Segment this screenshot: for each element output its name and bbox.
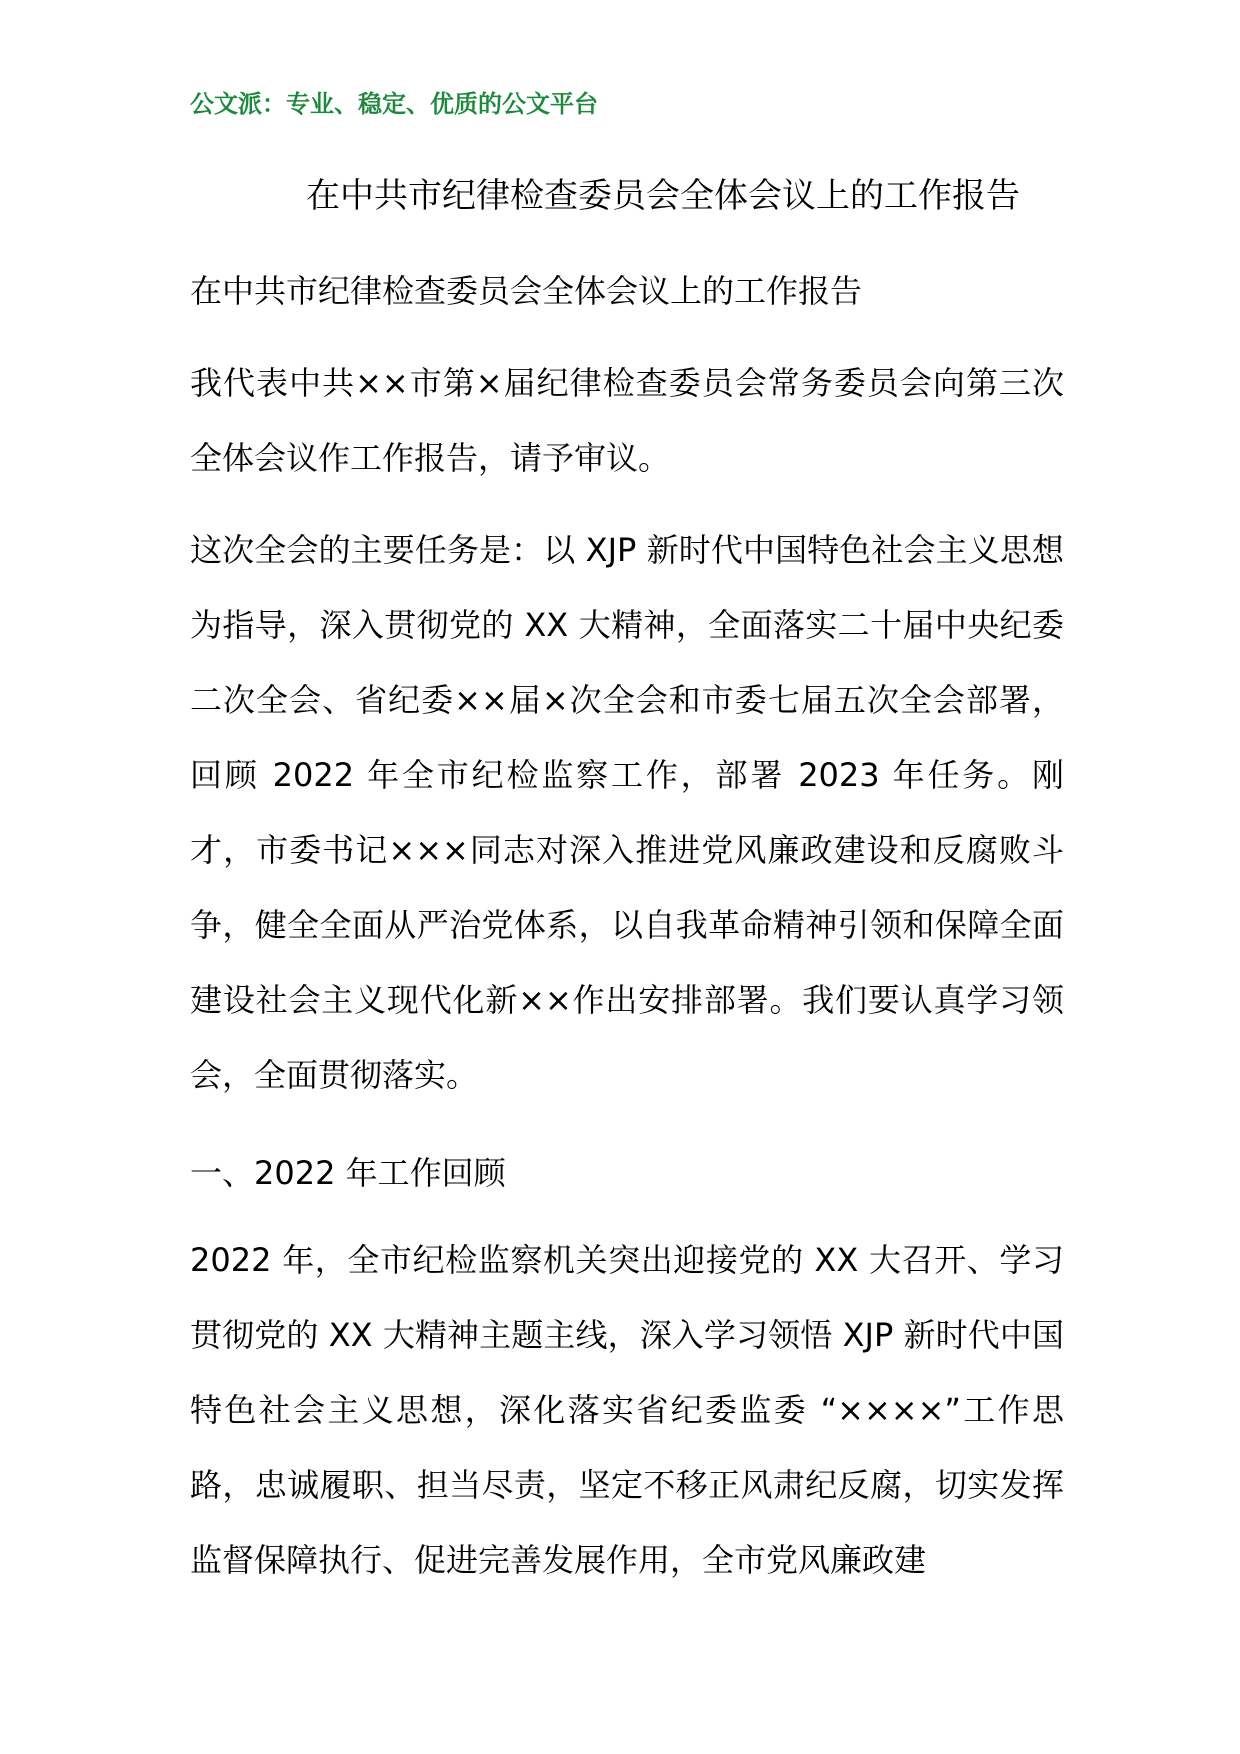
paragraph-intro: 我代表中共××市第×届纪律检查委员会常务委员会向第三次全体会议作工作报告，请予审议。 xyxy=(190,364,1064,477)
document-subtitle: 在中共市纪律检查委员会全体会议上的工作报告 xyxy=(190,272,863,310)
document-title: 在中共市纪律检查委员会全体会议上的工作报告 xyxy=(306,176,1020,216)
paragraph-main-tasks: 这次全会的主要任务是：以 XJP 新时代中国特色社会主义思想为指导，深入贯彻党的 XX 大精神，全面落实二十届中央纪委二次全会、省纪委××届×次全会和市委七届五次全会部署，回顾 2022 年全市纪检监察工作，部署 2023 年任务。刚才，市委书记×××同志对深入推进党风廉政建设和反腐败斗争，健全全面从严治党体系，以自我革命精神引领和保障全面建设社会主义现代化新××作出安排部署。我们要认真学习领会，全面贯彻落实。 xyxy=(190,531,1064,1094)
paragraph-review: 2022 年，全市纪检监察机关突出迎接党的 XX 大召开、学习贯彻党的 XX 大精神主题主线，深入学习领悟 XJP 新时代中国特色社会主义思想，深化落实省纪委监委 “××××”工作思路，忠诚履职、担当尽责，坚定不移正风肃纪反腐，切实发挥监督保障执行、促进完善发展作用，全市党风廉政建 xyxy=(190,1241,1064,1579)
platform-banner: 公文派：专业、稳定、优质的公文平台 xyxy=(190,90,598,118)
section-heading: 一、2022 年工作回顾 xyxy=(190,1154,506,1192)
